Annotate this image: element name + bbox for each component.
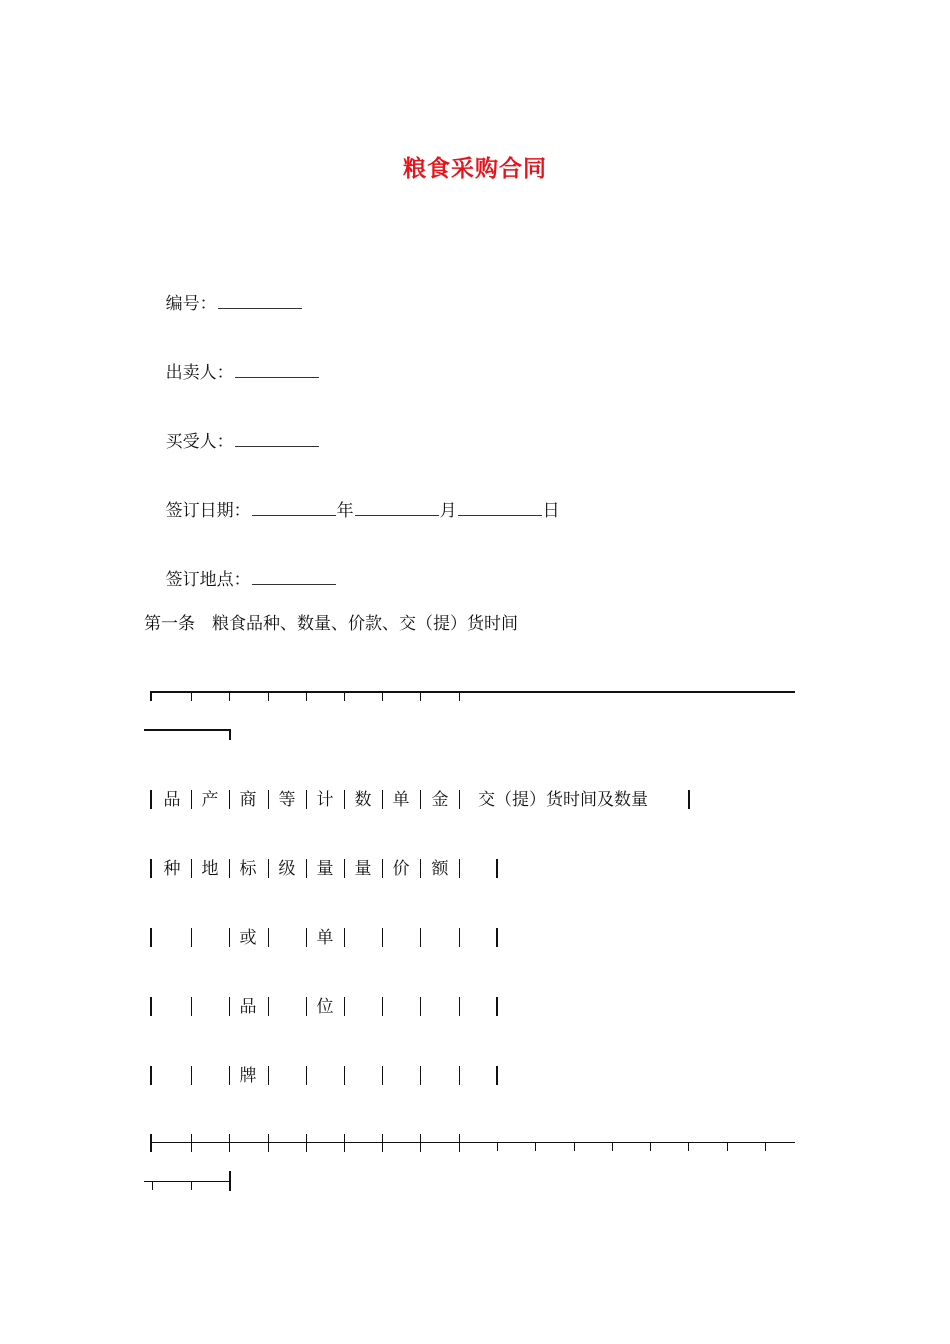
cell-divider xyxy=(420,997,421,1016)
table-cell: 额 xyxy=(431,859,449,879)
bottom-tick xyxy=(765,1143,766,1151)
bottom-wrap-tick xyxy=(191,1182,192,1190)
number-label: 编号： xyxy=(165,294,217,314)
bottom-wrap-tick xyxy=(152,1182,153,1190)
row-bar xyxy=(150,790,152,809)
top-tick xyxy=(382,692,383,701)
bottom-tick xyxy=(191,1134,192,1152)
cell-divider xyxy=(420,928,421,947)
table-cell: 牌 xyxy=(239,1066,257,1086)
row-bar xyxy=(150,1066,152,1085)
cell-divider xyxy=(459,790,460,809)
cell-divider xyxy=(229,859,230,878)
cell-divider xyxy=(344,997,345,1016)
bottom-tick xyxy=(382,1134,383,1152)
table-cell: 标 xyxy=(239,859,257,879)
cell-divider xyxy=(420,859,421,878)
table-bottom-border-wrap xyxy=(144,1181,231,1182)
cell-divider xyxy=(191,790,192,809)
cell-divider xyxy=(306,928,307,947)
row-bar xyxy=(496,859,498,878)
table-bottom-right-joint xyxy=(229,1171,231,1191)
table-cell: 金 xyxy=(431,790,449,810)
year-blank[interactable] xyxy=(252,499,336,516)
cell-divider xyxy=(229,997,230,1016)
top-tick xyxy=(268,692,269,701)
table-cell: 或 xyxy=(239,928,257,948)
place-field xyxy=(144,544,337,616)
cell-divider xyxy=(459,928,460,947)
bottom-tick xyxy=(574,1143,575,1151)
table-bottom-left-joint xyxy=(150,1134,152,1152)
table-top-border-wrap xyxy=(144,729,231,731)
cell-divider xyxy=(268,928,269,947)
article-1-heading: 第一条 粮食品种、数量、价款、交（提）货时间 xyxy=(144,614,518,634)
bottom-tick xyxy=(535,1143,536,1151)
buyer-field xyxy=(144,406,320,478)
seller-label: 出卖人： xyxy=(165,363,234,383)
table-cell: 级 xyxy=(278,859,296,879)
table-cell: 商 xyxy=(239,790,257,810)
bottom-tick xyxy=(612,1143,613,1151)
row-bar xyxy=(496,997,498,1016)
top-tick xyxy=(344,692,345,701)
bottom-tick xyxy=(268,1134,269,1152)
bottom-tick xyxy=(688,1143,689,1151)
cell-divider xyxy=(191,1066,192,1085)
cell-divider xyxy=(344,859,345,878)
cell-divider xyxy=(420,1066,421,1085)
table-cell: 种 xyxy=(163,859,181,879)
cell-divider xyxy=(268,997,269,1016)
table-cell: 价 xyxy=(392,859,410,879)
bottom-tick xyxy=(344,1134,345,1152)
table-cell: 品 xyxy=(239,997,257,1017)
bottom-tick xyxy=(229,1134,230,1152)
table-cell: 数 xyxy=(354,790,372,810)
bottom-tick xyxy=(306,1134,307,1152)
place-blank[interactable] xyxy=(252,568,336,585)
row-bar xyxy=(496,928,498,947)
cell-divider xyxy=(268,790,269,809)
cell-divider xyxy=(459,859,460,878)
top-tick xyxy=(420,692,421,701)
cell-divider xyxy=(382,859,383,878)
bottom-tick xyxy=(459,1134,460,1152)
cell-divider xyxy=(268,859,269,878)
document-title: 粮食采购合同 xyxy=(403,156,547,182)
top-tick xyxy=(459,692,460,701)
day-label: 日 xyxy=(542,501,560,521)
seller-blank[interactable] xyxy=(235,361,319,378)
cell-divider xyxy=(306,1066,307,1085)
cell-divider xyxy=(459,997,460,1016)
cell-divider xyxy=(229,928,230,947)
row-bar xyxy=(496,1066,498,1085)
cell-divider xyxy=(459,1066,460,1085)
table-cell: 地 xyxy=(201,859,219,879)
bottom-tick xyxy=(650,1143,651,1151)
table-cell: 产 xyxy=(201,790,219,810)
row-bar xyxy=(150,997,152,1016)
top-tick xyxy=(191,692,192,701)
cell-divider xyxy=(344,790,345,809)
year-label: 年 xyxy=(336,501,354,521)
cell-divider xyxy=(344,1066,345,1085)
cell-divider xyxy=(382,1066,383,1085)
date-label: 签订日期： xyxy=(165,501,251,521)
row-bar xyxy=(150,928,152,947)
table-bottom-border xyxy=(150,1142,795,1143)
cell-divider xyxy=(420,790,421,809)
table-cell: 单 xyxy=(392,790,410,810)
cell-divider xyxy=(306,997,307,1016)
cell-divider xyxy=(191,997,192,1016)
table-cell-delivery: 交（提）货时间及数量 xyxy=(478,790,648,810)
table-cell: 计 xyxy=(316,790,334,810)
month-blank[interactable] xyxy=(355,499,439,516)
table-top-right-corner xyxy=(229,729,231,740)
table-cell: 品 xyxy=(163,790,181,810)
month-label: 月 xyxy=(439,501,457,521)
bottom-tick xyxy=(420,1134,421,1152)
bottom-tick xyxy=(727,1143,728,1151)
table-cell: 等 xyxy=(278,790,296,810)
table-cell: 位 xyxy=(316,997,334,1017)
cell-divider xyxy=(268,1066,269,1085)
cell-divider xyxy=(344,928,345,947)
number-field xyxy=(144,268,303,340)
cell-divider xyxy=(382,790,383,809)
top-tick xyxy=(306,692,307,701)
number-blank[interactable] xyxy=(218,292,302,309)
day-blank[interactable] xyxy=(458,499,542,516)
table-top-border xyxy=(150,691,795,693)
cell-divider xyxy=(382,928,383,947)
cell-divider xyxy=(306,790,307,809)
row-bar xyxy=(150,859,152,878)
table-cell: 量 xyxy=(316,859,334,879)
cell-divider xyxy=(229,1066,230,1085)
seller-field xyxy=(144,337,320,409)
table-cell: 量 xyxy=(354,859,372,879)
bottom-tick xyxy=(497,1143,498,1151)
table-top-corner xyxy=(150,691,152,701)
cell-divider xyxy=(382,997,383,1016)
cell-divider xyxy=(191,928,192,947)
table-cell: 单 xyxy=(316,928,334,948)
row-bar xyxy=(688,790,690,809)
place-label: 签订地点： xyxy=(165,570,251,590)
buyer-label: 买受人： xyxy=(165,432,234,452)
cell-divider xyxy=(306,859,307,878)
cell-divider xyxy=(191,859,192,878)
buyer-blank[interactable] xyxy=(235,430,319,447)
cell-divider xyxy=(229,790,230,809)
date-field xyxy=(144,475,560,547)
top-tick xyxy=(229,692,230,701)
